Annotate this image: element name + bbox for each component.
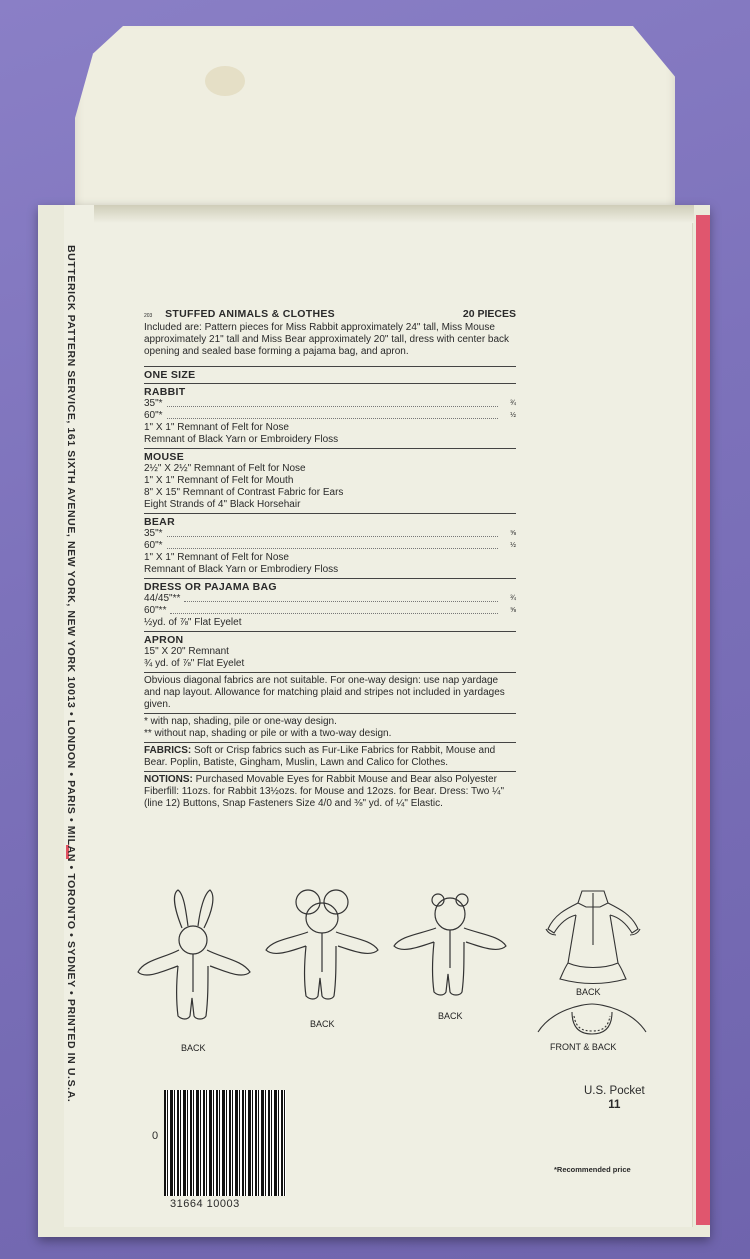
- publisher-spine: [56, 245, 86, 1185]
- fold-shadow: [94, 205, 694, 223]
- rabbit-sketch: [134, 888, 254, 1038]
- upc-barcode: [164, 1090, 286, 1196]
- bear-title: BEAR: [144, 516, 175, 528]
- bear-back-label: BACK: [438, 1011, 463, 1021]
- yardage-width: 60"**: [144, 605, 167, 616]
- mouse-note: Eight Strands of 4" Black Horsehair: [144, 499, 301, 510]
- apron-front-back-label: FRONT & BACK: [550, 1042, 617, 1052]
- mouse-back-label: BACK: [310, 1019, 335, 1029]
- apron-note: ¾ yd. of ⅞" Flat Eyelet: [144, 658, 245, 669]
- yardage-width: 35"*: [144, 528, 163, 539]
- pocket-size: [584, 1085, 645, 1111]
- yardage-width: 44/45"**: [144, 593, 181, 604]
- dress-note: ½yd. of ⅞" Flat Eyelet: [144, 617, 242, 628]
- notions-text: Purchased Movable Eyes for Rabbit Mouse and Bear also Polyester Fiberfill: 11ozs. for Rabbit 13½ozs. for Mouse and 12ozs. for Bear. Dress: Two ¼" (line 12) Buttons, Snap Fasteners Size 4/0 and ⅜" yd. of ¼" Elastic.: [144, 774, 505, 809]
- notions-label: NOTIONS:: [144, 774, 193, 785]
- divider: [144, 672, 516, 673]
- yardage-width: 60"*: [144, 540, 163, 551]
- divider: [144, 631, 516, 632]
- flap-stain: [205, 66, 245, 96]
- yardage-amount: ½: [510, 542, 516, 549]
- yardage-amount: ⅝: [510, 607, 516, 614]
- mouse-title: MOUSE: [144, 451, 185, 463]
- header-row: [144, 308, 516, 322]
- pocket-number: 11: [608, 1099, 621, 1111]
- mouse-note: 1" X 1" Remnant of Felt for Mouth: [144, 475, 294, 486]
- divider: [144, 448, 516, 449]
- envelope-back: [64, 205, 693, 1227]
- publisher-spine-text: BUTTERICK PATTERN SERVICE, 161 SIXTH AVENUE, NEW YORK, NEW YORK 10013 • LONDON • PARIS • MILAN • TORONTO • SYDNEY • PRINTED IN U.S.A.: [65, 245, 77, 1103]
- yardage-row: [144, 605, 516, 617]
- yardage-row: [144, 398, 516, 410]
- yardage-row: [144, 540, 516, 552]
- rabbit-note: 1" X 1" Remnant of Felt for Nose: [144, 422, 289, 433]
- envelope-pink-edge: [696, 215, 710, 1225]
- apron-title: APRON: [144, 634, 184, 646]
- dress-sketch: [538, 885, 648, 985]
- divider: [144, 513, 516, 514]
- bear-note: 1" X 1" Remnant of Felt for Nose: [144, 552, 289, 563]
- pieces-count: 20 PIECES: [462, 308, 516, 320]
- fabrics-paragraph: [144, 745, 516, 769]
- pocket-label: U.S. Pocket: [584, 1085, 645, 1097]
- yardage-amount: ½: [510, 412, 516, 419]
- pattern-envelope: [38, 205, 710, 1237]
- dress-title: DRESS OR PAJAMA BAG: [144, 581, 277, 593]
- notions-paragraph: [144, 774, 516, 810]
- bear-sketch: [390, 888, 510, 1018]
- rabbit-note: Remnant of Black Yarn or Embroidery Floss: [144, 434, 339, 445]
- yardage-row: [144, 593, 516, 605]
- pattern-info: [144, 308, 516, 812]
- mouse-note: 8" X 15" Remnant of Contrast Fabric for Ears: [144, 487, 344, 498]
- pattern-number: 203: [144, 313, 153, 319]
- yardage-amount: ¾: [510, 400, 516, 407]
- barcode-lead-digit: 0: [152, 1130, 159, 1142]
- divider: [144, 713, 516, 714]
- divider: [144, 771, 516, 772]
- pattern-title: STUFFED ANIMALS & CLOTHES: [165, 308, 335, 320]
- size-label: ONE SIZE: [144, 369, 196, 381]
- divider: [144, 383, 516, 384]
- barcode-number: 31664 10003: [170, 1198, 240, 1210]
- bear-note: Remnant of Black Yarn or Embrodiery Floss: [144, 564, 339, 575]
- rabbit-title: RABBIT: [144, 386, 186, 398]
- mouse-note: 2½" X 2½" Remnant of Felt for Nose: [144, 463, 306, 474]
- rabbit-back-label: BACK: [181, 1043, 206, 1053]
- recommended-price-note: *Recommended price: [554, 1165, 631, 1174]
- footnote: ** without nap, shading or pile or with a two-way design.: [144, 728, 392, 739]
- diagonal-note: Obvious diagonal fabrics are not suitable. For one-way design: use nap yardage and nap layout. Allowance for matching plaid and stripes not included in yardages given.: [144, 675, 505, 710]
- yardage-width: 35"*: [144, 398, 163, 409]
- yardage-amount: ⅝: [510, 530, 516, 537]
- footnote: * with nap, shading, pile or one-way design.: [144, 716, 337, 727]
- divider: [144, 578, 516, 579]
- yardage-row: [144, 528, 516, 540]
- yardage-width: 60"*: [144, 410, 163, 421]
- divider: [144, 366, 516, 367]
- yardage-row: [144, 410, 516, 422]
- apron-note: 15" X 20" Remnant: [144, 646, 229, 657]
- divider: [144, 742, 516, 743]
- dress-back-label: BACK: [576, 987, 601, 997]
- fabrics-text: Soft or Crisp fabrics such as Fur-Like Fabrics for Rabbit, Mouse and Bear. Poplin, Batiste, Gingham, Muslin, Lawn and Calico for Clothes.: [144, 745, 496, 768]
- mouse-sketch: [262, 888, 382, 1018]
- pattern-description: Included are: Pattern pieces for Miss Rabbit approximately 24" tall, Miss Mouse approximately 21" tall and Miss Bear approximately 20" tall, dress with center back opening and sealed base forming a pajama bag, and apron.: [144, 322, 510, 357]
- yardage-amount: ¾: [510, 595, 516, 602]
- fabrics-label: FABRICS:: [144, 745, 192, 756]
